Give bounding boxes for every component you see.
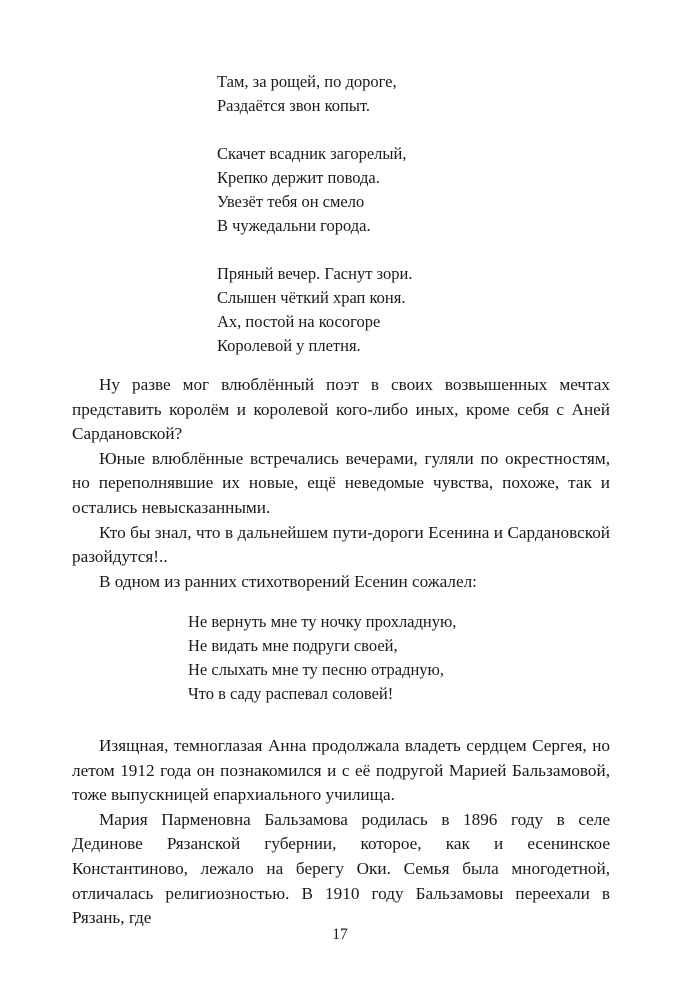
paragraph: Мария Парменовна Бальзамова родилась в 1896 году в селе Дединове Рязанской губернии, которое, как и есенинское Константиново, лежало на берегу Оки. Семья была многодетной, отличалась религиозностью. В 1910 году Бальзамовы переехали в Рязань, где bbox=[72, 809, 610, 928]
poem-line: В чужедальни города. bbox=[217, 216, 371, 235]
poem-excerpt-2 bbox=[188, 610, 456, 706]
poem-line: Скачет всадник загорелый, bbox=[217, 144, 407, 163]
poem-line: Не вернуть мне ту ночку прохладную, bbox=[188, 612, 457, 631]
poem-line: Пряный вечер. Гаснут зори. bbox=[217, 264, 413, 283]
poem-line: Там, за рощей, по дороге, bbox=[217, 72, 397, 91]
paragraph: Изящная, темноглазая Анна продолжала владеть сердцем Сергея, но летом 1912 года он познакомился и с её подругой Марией Бальзамовой, тоже выпускницей епархиального училища. bbox=[72, 736, 610, 805]
prose-block-2 bbox=[72, 734, 610, 931]
prose-block-1 bbox=[72, 373, 610, 594]
poem-line: Крепко держит повода. bbox=[217, 168, 380, 187]
poem-2-stanza-1 bbox=[188, 610, 456, 706]
poem-line: Раздаётся звон копыт. bbox=[217, 96, 371, 115]
poem-line: Увезёт тебя он смело bbox=[217, 192, 365, 211]
poem-1-stanza-3 bbox=[217, 262, 412, 358]
poem-line: Не слыхать мне ту песню отрадную, bbox=[188, 660, 444, 679]
paragraph: В одном из ранних стихотворений Есенин сожалел: bbox=[99, 571, 477, 591]
page-number: 17 bbox=[332, 926, 348, 943]
poem-1-stanza-1 bbox=[217, 70, 412, 118]
poem-line: Ах, постой на косогоре bbox=[217, 312, 381, 331]
paragraph: Юные влюблённые встречались вечерами, гуляли по окрестностям, но переполнявшие их новые, ещё неведомые чувства, похоже, так и остались невысказанными. bbox=[72, 448, 610, 517]
poem-line: Слышен чёткий храп коня. bbox=[217, 288, 406, 307]
poem-line: Не видать мне подруги своей, bbox=[188, 636, 398, 655]
poem-line: Что в саду распевал соловей! bbox=[188, 684, 394, 703]
poem-line: Королевой у плетня. bbox=[217, 336, 361, 355]
poem-excerpt-1 bbox=[217, 70, 412, 358]
poem-1-stanza-2 bbox=[217, 142, 412, 238]
paragraph: Ну разве мог влюблённый поэт в своих возвышенных мечтах представить королём и королевой кого-либо иных, кроме себя с Аней Сардановской? bbox=[72, 375, 610, 444]
paragraph: Кто бы знал, что в дальнейшем пути-дороги Есенина и Сардановской разойдутся!.. bbox=[72, 522, 610, 567]
